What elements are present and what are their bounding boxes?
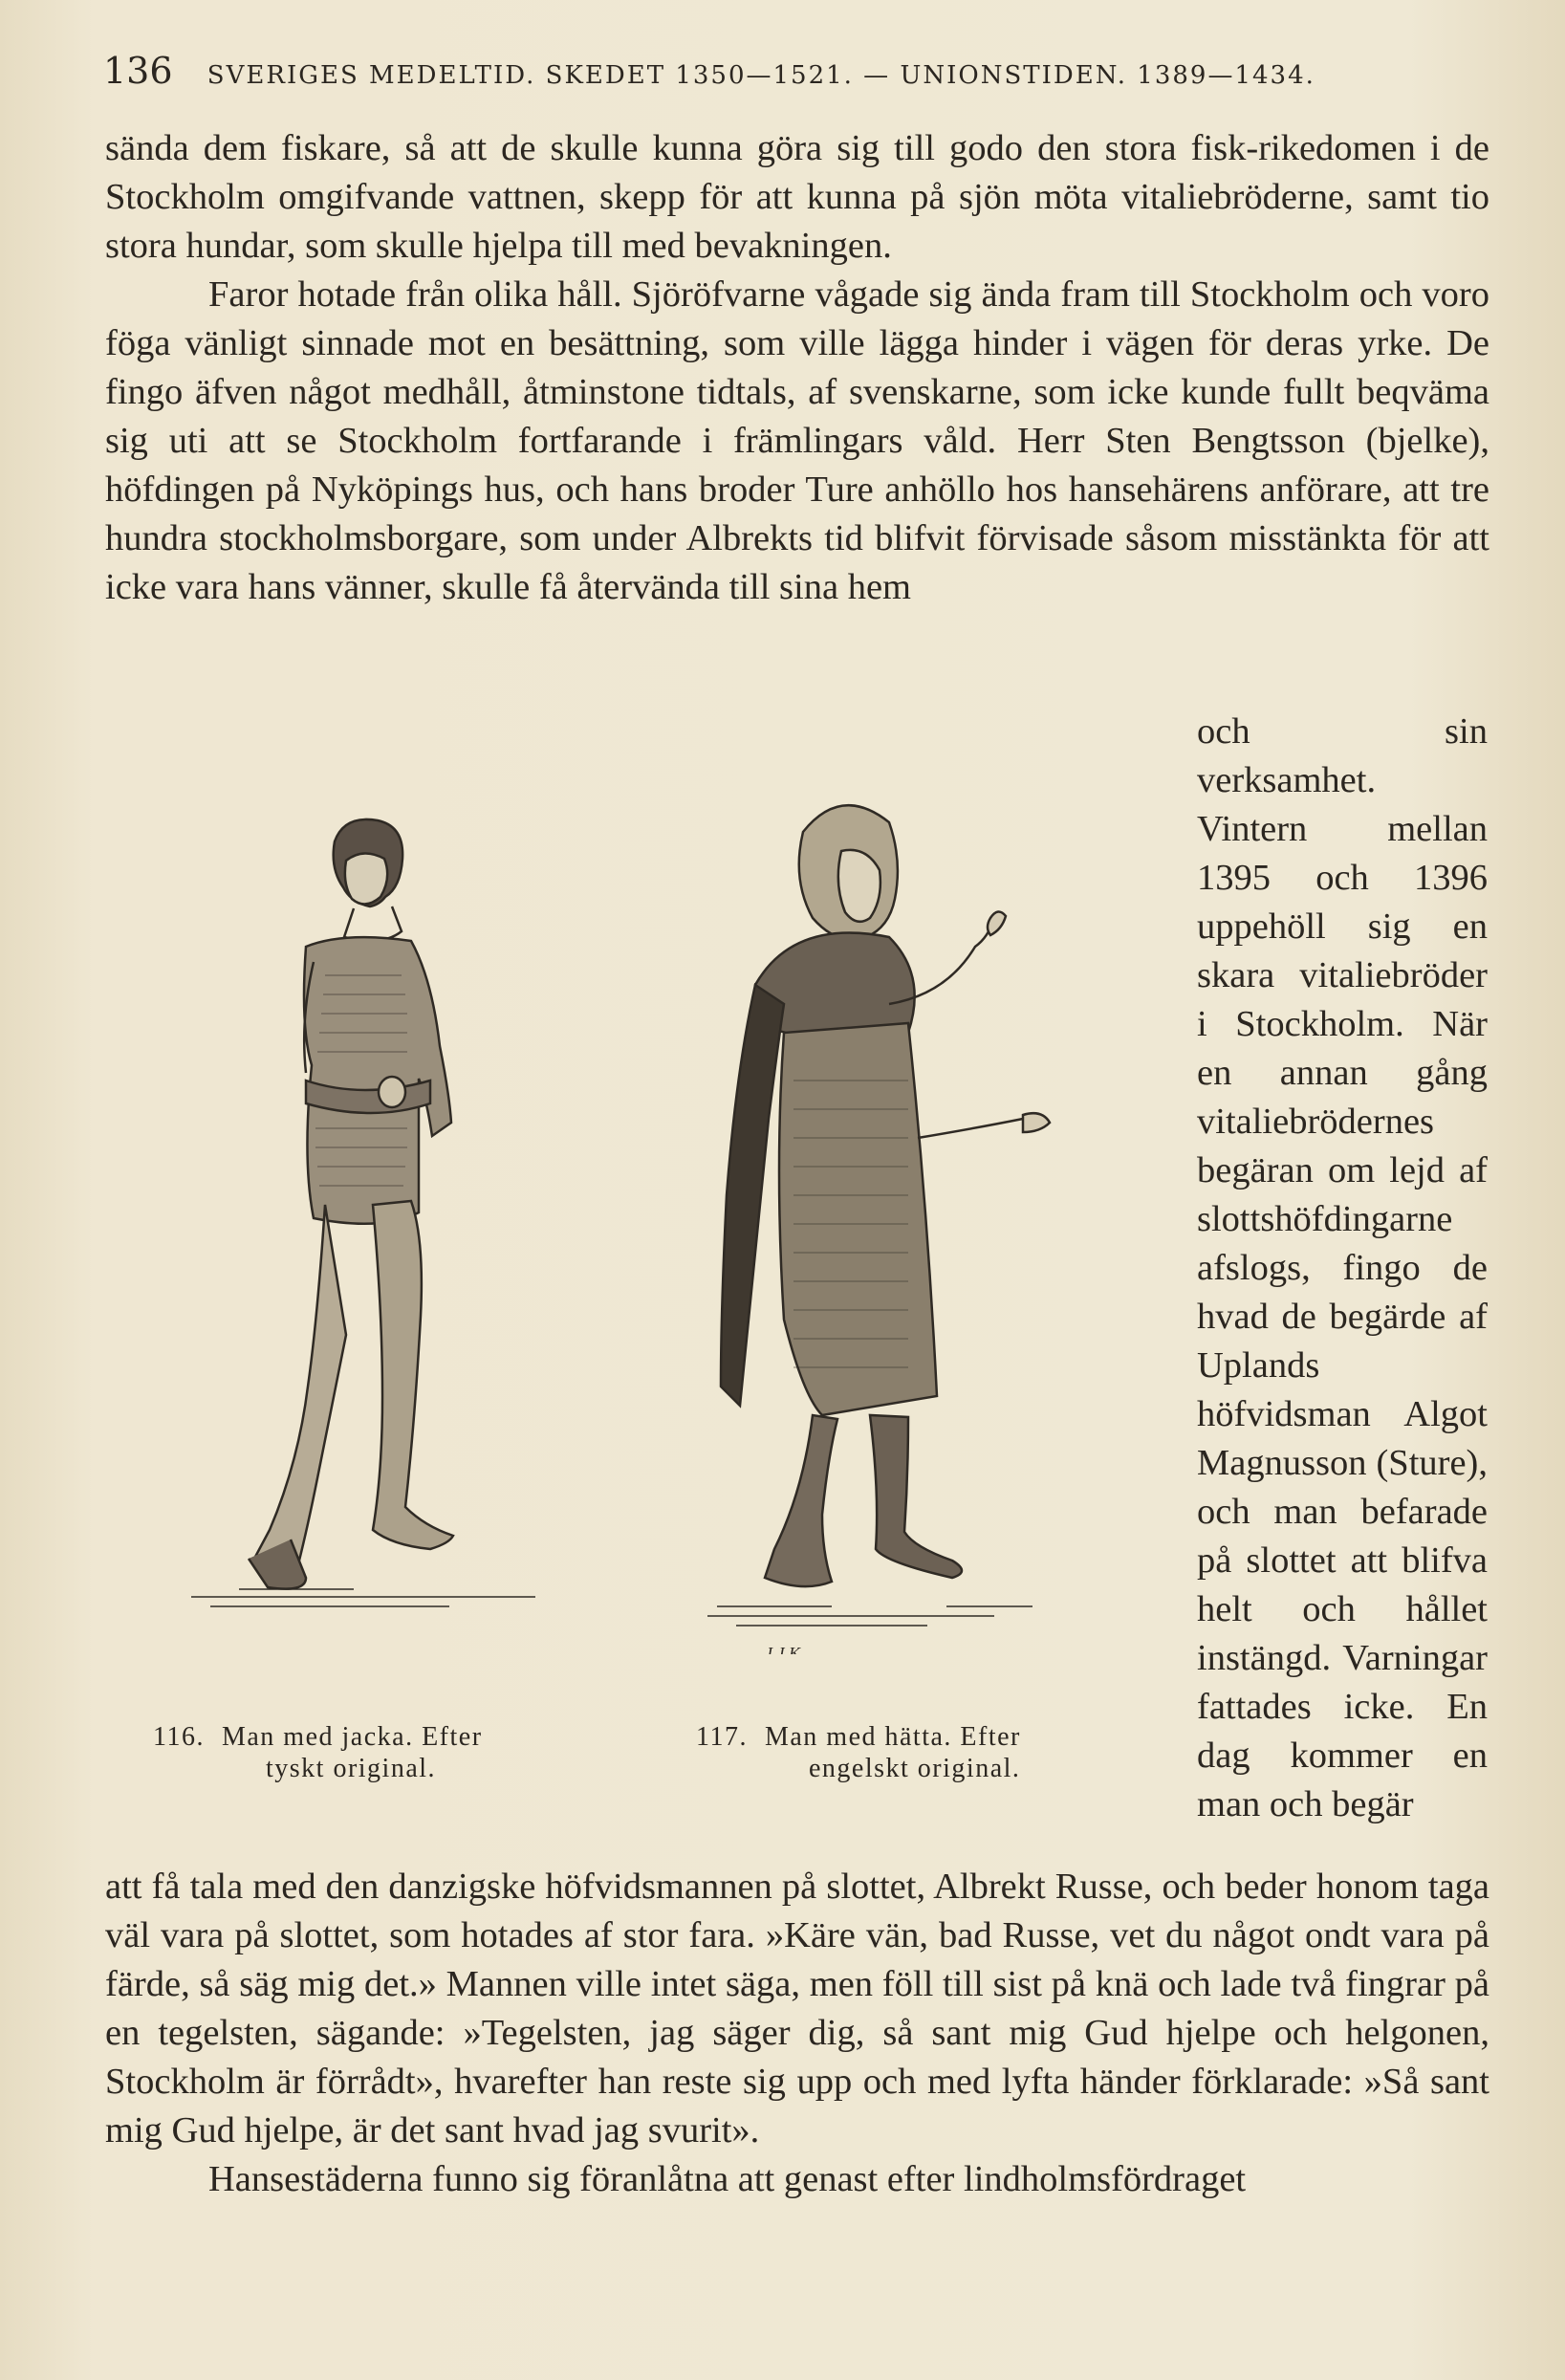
running-title: SVERIGES MEDELTID. SKEDET 1350—1521. — UNIONSTIDEN. 1389—1434. (206, 61, 1315, 90)
body-text-bottom (105, 1863, 1489, 2204)
engraving-figure-116 (191, 803, 535, 1664)
figure-number: 116. (153, 1722, 205, 1752)
paragraph: Faror hotade från olika håll. Sjöröfvarne vågade sig ända fram till Stockholm och voro föga vänligt sinnade mot en besättning, som ville lägga hinder i vägen för deras yrke. De fingo äfven något medhåll, åtminstone tidtals, af svenskarne, som icke kunde fullt beqväma sig uti att se Stockholm fortfarande i främlingars våld. Herr Sten Bengtsson (bjelke), höfdingen på Nyköpings hus, och hans broder Ture anhöllo hos hansehärens anförare, att tre hundra stockholmsborgare, som under Albrekts tid blifvit förvisade såsom misstänkta för att icke vara hans vänner, skulle få återvända till sina hem (105, 274, 1489, 607)
paragraph: sända dem fiskare, så att de skulle kunna göra sig till godo den stora fisk-rikedomen i de Stockholm omgifvande vattnen, skepp för att kunna på sjön möta vitaliebröderne, samt tio stora hundar, som skulle hjelpa till med bevakningen. (105, 128, 1489, 266)
paragraph: Hansestäderna funno sig föranlåtna att genast efter lindholmsfördraget (208, 2159, 1247, 2199)
page-number: 136 (103, 50, 173, 92)
paragraph: att få tala med den danzigske höfvidsmannen på slottet, Albrekt Russe, och beder honom taga väl vara på slottet, som hotades af stor fara. »Käre vän, bad Russe, vet du något ondt vara på färde, så säg mig det.» Mannen ville intet säga, men föll till sist på knä och lade två fingrar på en tegelsten, sägande: »Tegelsten, jag säger dig, så sant mig Gud hjelpe och helgonen, Stockholm är förrådt», hvarefter han reste sig upp och med lyfta händer förklarade: »Så sant mig Gud hjelpe, är det sant hvad jag svurit». (105, 1867, 1489, 2151)
caption-line: Man med jacka. Efter (221, 1722, 483, 1752)
figure-number: 117. (696, 1722, 748, 1752)
caption-line: engelskt original. (809, 1754, 1021, 1783)
figure-caption-117 (696, 1721, 1145, 1784)
paragraph: och sin verksamhet. Vintern mellan 1395 och 1396 uppehöll sig en skara vitaliebröder i Stockholm. När en annan gång vitaliebrödernes begäran om lejd af slottshöfdingarne afslogs, fingo de hvad de begärde af Uplands höfvidsman Algot Magnusson (Sture), och man befarade på slottet att blifva helt och hållet instängd. Varningar fattades icke. En dag kommer en man och begär (1197, 711, 1488, 1824)
illustration-man-with-jacket (191, 803, 535, 1664)
body-text-side-column (1197, 708, 1488, 1829)
caption-line: Man med hätta. Efter (764, 1722, 1021, 1752)
caption-line: tyskt original. (266, 1754, 437, 1783)
illustration-man-with-hood (698, 794, 1119, 1654)
engraving-figure-117 (698, 794, 1119, 1654)
figure-caption-116 (153, 1721, 602, 1784)
body-text-top (105, 124, 1489, 612)
running-header (103, 50, 1480, 92)
engraver-signature: J.J.K. (765, 1644, 805, 1654)
